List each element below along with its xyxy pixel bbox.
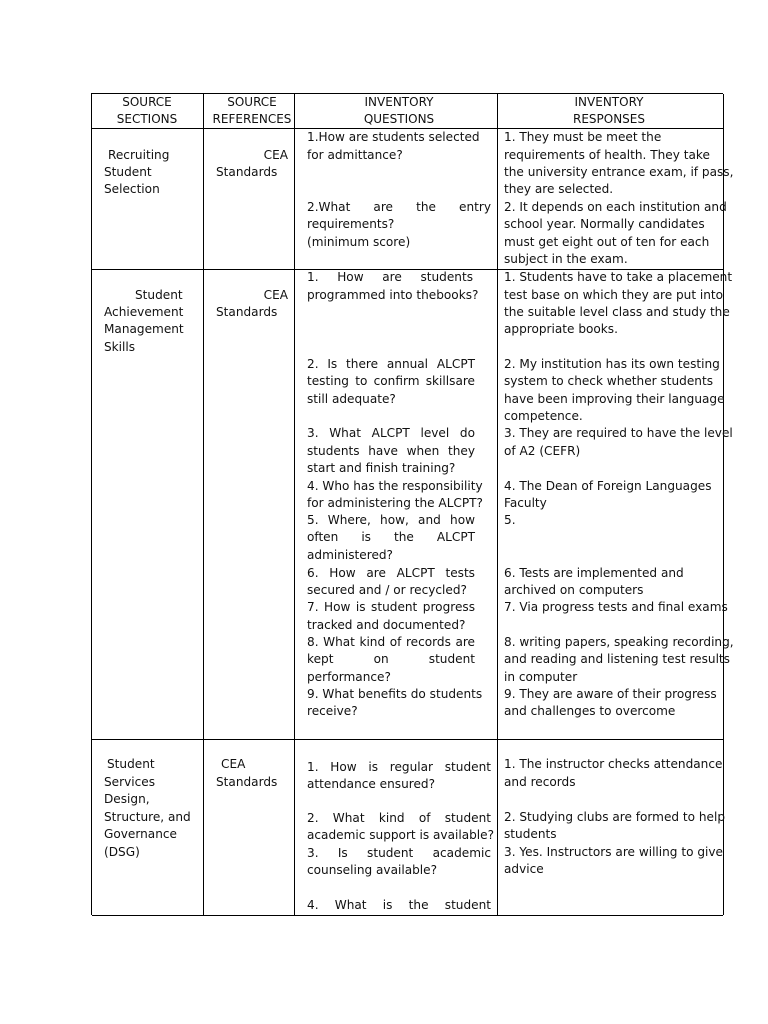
row1-response-line: the university entrance exam, if pass, [504,165,734,179]
row3-reference-line: CEA [221,757,246,771]
header-source-sections: SOURCE SECTIONS [116,95,178,126]
header-inventory-questions: INVENTORY QUESTIONS [363,95,435,126]
header-source-references: SOURCE REFERENCES [212,95,292,126]
row3-section-line: Student [107,757,155,771]
row1-response-line: subject in the exam. [504,252,628,266]
row1-section-line: Student [104,165,152,179]
row3-section-line: Services [104,775,155,789]
column-divider [497,94,498,915]
row3-response-line: students [504,827,557,841]
row2-section-line: Achievement [104,305,184,319]
row2-section-line: Management [104,322,184,336]
row2-response-line: 5. [504,513,516,527]
row2-response-line: 3. They are required to have the level [504,426,733,440]
row3-question-line: 1. How is regular student [307,760,491,774]
row1-reference-line: CEA [263,148,288,162]
row2-question-line: students have when they [307,444,475,458]
row3-response-line: 2. Studying clubs are formed to help [504,810,726,824]
row2-response-line: system to check whether students [504,374,713,388]
row3-response-line: 3. Yes. Instructors are willing to give [504,845,723,859]
row1-reference-line: Standards [216,165,278,179]
row2-question-line: 8. What kind of records are [307,635,475,649]
row2-response-line: appropriate books. [504,322,618,336]
row2-response-line: have been improving their language [504,392,725,406]
row2-question-line: tracked and documented? [307,618,466,632]
row2-response-line: test base on which they are put into [504,288,724,302]
column-divider [723,94,724,915]
row1-section-line: Selection [104,182,160,196]
row3-reference-line: Standards [216,775,278,789]
row1-question-line: requirements? [307,217,395,231]
row1-response-line: 1. They must be meet the [504,130,662,144]
row2-question-line: for administering the ALCPT? [307,496,483,510]
row2-reference-line: Standards [216,305,278,319]
row1-response-line: they are selected. [504,182,614,196]
row3-section-line: Structure, and [104,810,191,824]
row2-question-line: administered? [307,548,393,562]
row2-response-line: 1. Students have to take a placement [504,270,733,284]
row1-response-line: school year. Normally candidates [504,217,705,231]
row2-question-line: testing to confirm skillsare [307,374,475,388]
row2-response-line: and reading and listening test results [504,652,730,666]
row2-response-line: 9. They are aware of their progress [504,687,717,701]
row3-question-line: 3. Is student academic [307,846,491,860]
row3-section-line: (DSG) [104,845,140,859]
row2-question-line: 3. What ALCPT level do [307,426,475,440]
row2-question-line: programmed into thebooks? [307,288,479,302]
row-divider [92,739,723,740]
row2-question-line: start and finish training? [307,461,456,475]
row3-question-line: attendance ensured? [307,777,435,791]
row1-question-line: (minimum score) [307,235,411,249]
row2-question-line: secured and / or recycled? [307,583,467,597]
row3-section-line: Design, [104,792,150,806]
row3-response-line: and records [504,775,576,789]
column-divider [203,94,204,915]
row2-section-line: Student [135,288,183,302]
row2-response-line: archived on computers [504,583,644,597]
row2-question-line: 6. How are ALCPT tests [307,566,475,580]
row1-response-line: 2. It depends on each institution and [504,200,727,214]
row2-question-line: still adequate? [307,392,396,406]
row3-response-line: advice [504,862,544,876]
row2-question-line: 5. Where, how, and how [307,513,475,527]
row3-question-line: academic support is available? [307,828,495,842]
row3-section-line: Governance [104,827,177,841]
row3-question-line: counseling available? [307,863,438,877]
column-divider [294,94,295,915]
row2-reference-line: CEA [263,288,288,302]
row2-response-line: and challenges to overcome [504,704,676,718]
row2-question-line: 2. Is there annual ALCPT [307,357,475,371]
row1-question-line: for admittance? [307,148,403,162]
row2-response-line: 7. Via progress tests and final exams [504,600,728,614]
row2-question-line: 1. How are students [307,270,473,284]
row2-question-line: performance? [307,670,391,684]
row2-response-line: the suitable level class and study the [504,305,730,319]
row1-question-line: 1.How are students selected [307,130,480,144]
row2-response-line: competence. [504,409,583,423]
row3-question-line: 2. What kind of student [307,811,491,825]
row2-response-line: 6. Tests are implemented and [504,566,684,580]
row2-response-line: Faculty [504,496,547,510]
row2-question-line: often is the ALCPT [307,530,475,544]
row2-response-line: 2. My institution has its own testing [504,357,720,371]
row1-response-line: must get eight out of ten for each [504,235,710,249]
row2-response-line: in computer [504,670,578,684]
row2-question-line: kept on student [307,652,475,666]
row2-response-line: 8. writing papers, speaking recording, [504,635,734,649]
row2-question-line: 4. Who has the responsibility [307,479,483,493]
row2-response-line: of A2 (CEFR) [504,444,581,458]
row1-question-line: 2.What are the entry [307,200,491,214]
row2-section-line: Skills [104,340,136,354]
row2-question-line: receive? [307,704,358,718]
row2-question-line: 9. What benefits do students [307,687,483,701]
row2-question-line: 7. How is student progress [307,600,475,614]
header-inventory-responses: INVENTORY RESPONSES [572,95,645,126]
row1-response-line: requirements of health. They take [504,148,710,162]
row3-question-line: 4. What is the student [307,898,491,912]
row2-response-line: 4. The Dean of Foreign Languages [504,479,712,493]
row3-response-line: 1. The instructor checks attendance [504,757,723,771]
row-divider [92,915,723,916]
row1-section-line: Recruiting [108,148,170,162]
